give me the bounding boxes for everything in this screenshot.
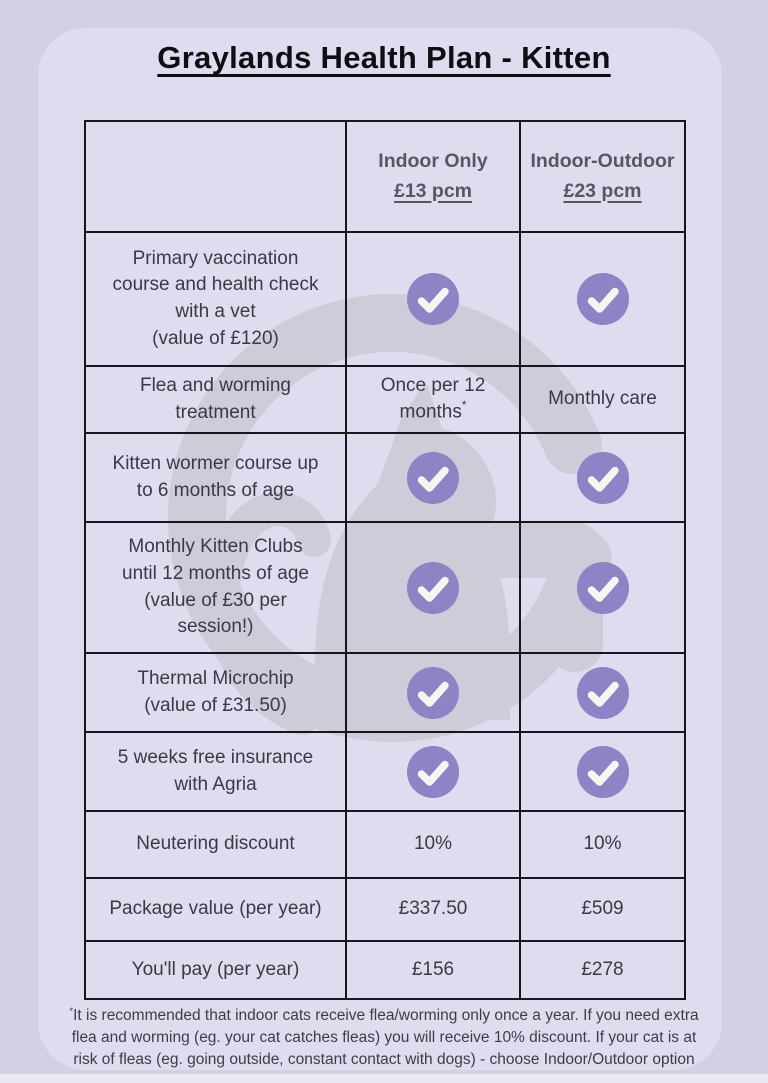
plan-name: Indoor Only bbox=[378, 150, 488, 173]
feature-cell: Monthly Kitten Clubs until 12 months of age (value of £30 per session!) bbox=[85, 522, 346, 653]
table-row bbox=[85, 878, 685, 941]
feature-cell: Package value (per year) bbox=[85, 878, 346, 941]
indoor-cell bbox=[346, 433, 520, 522]
check-circle-icon bbox=[406, 272, 460, 326]
cell-value: £156 bbox=[411, 958, 455, 980]
table-row bbox=[85, 522, 685, 653]
table-row bbox=[85, 732, 685, 811]
outdoor-cell bbox=[520, 522, 685, 653]
outdoor-cell bbox=[520, 811, 685, 878]
table-row bbox=[85, 941, 685, 999]
check-circle-icon bbox=[576, 745, 630, 799]
cell-value: Once per 12 months bbox=[380, 374, 486, 423]
outdoor-cell bbox=[520, 878, 685, 941]
footnote bbox=[0, 1001, 768, 1083]
check-circle-icon bbox=[576, 561, 630, 615]
indoor-cell bbox=[346, 653, 520, 732]
indoor-cell bbox=[346, 522, 520, 653]
table-row bbox=[85, 653, 685, 732]
check-circle-icon bbox=[406, 666, 460, 720]
feature-cell: Kitten wormer course up to 6 months of age bbox=[85, 433, 346, 522]
feature-cell: Flea and worming treatment bbox=[85, 366, 346, 433]
table-row bbox=[85, 811, 685, 878]
indoor-cell: Once per 12 months* bbox=[346, 366, 520, 433]
page-title: Graylands Health Plan - Kitten bbox=[157, 40, 611, 75]
indoor-cell bbox=[346, 732, 520, 811]
table-row bbox=[85, 366, 685, 433]
feature-cell: Neutering discount bbox=[85, 811, 346, 878]
feature-cell: 5 weeks free insurance with Agria bbox=[85, 732, 346, 811]
feature-cell: Thermal Microchip (value of £31.50) bbox=[85, 653, 346, 732]
check-circle-icon bbox=[576, 272, 630, 326]
table-row bbox=[85, 232, 685, 366]
indoor-cell bbox=[346, 941, 520, 999]
check-circle-icon bbox=[576, 451, 630, 505]
feature-cell: Primary vaccination course and health check with a vet (value of £120) bbox=[85, 232, 346, 366]
health-plan-table bbox=[84, 120, 686, 1000]
footnote-line: *It is recommended that indoor cats receive flea/worming only once a year. If you need extra bbox=[69, 1006, 699, 1025]
outdoor-cell bbox=[520, 732, 685, 811]
table-row bbox=[85, 433, 685, 522]
indoor-only-column-header bbox=[346, 121, 520, 232]
plan-price: £13 pcm bbox=[393, 179, 473, 202]
footnote-line: risk of fleas (eg. going outside, constant contact with dogs) - choose Indoor/Outdoor option bbox=[73, 1051, 695, 1069]
check-circle-icon bbox=[406, 451, 460, 505]
plan-name: Indoor-Outdoor bbox=[530, 150, 675, 173]
outdoor-cell bbox=[520, 433, 685, 522]
outdoor-cell bbox=[520, 232, 685, 366]
cell-value: 10% bbox=[413, 833, 453, 855]
cell-value: £337.50 bbox=[398, 898, 468, 920]
page-bottom-edge bbox=[0, 1074, 768, 1083]
cell-value: £278 bbox=[581, 958, 624, 980]
header-row bbox=[85, 121, 685, 232]
check-circle-icon bbox=[406, 561, 460, 615]
cell-value: 10% bbox=[583, 833, 622, 855]
plan-price: £23 pcm bbox=[563, 179, 642, 202]
indoor-outdoor-column-header bbox=[520, 121, 685, 232]
cell-value: £509 bbox=[581, 898, 624, 920]
plan-table-body bbox=[85, 232, 685, 999]
footnote-line: flea and worming (eg. your cat catches fleas) you will receive 10% discount. If your cat is at bbox=[71, 1029, 697, 1047]
check-circle-icon bbox=[406, 745, 460, 799]
indoor-cell bbox=[346, 811, 520, 878]
feature-cell: You'll pay (per year) bbox=[85, 941, 346, 999]
outdoor-cell bbox=[520, 366, 685, 433]
feature-column-header bbox=[85, 121, 346, 232]
cell-value: Monthly care bbox=[548, 388, 657, 410]
outdoor-cell bbox=[520, 653, 685, 732]
outdoor-cell bbox=[520, 941, 685, 999]
indoor-cell bbox=[346, 232, 520, 366]
indoor-cell bbox=[346, 878, 520, 941]
check-circle-icon bbox=[576, 666, 630, 720]
